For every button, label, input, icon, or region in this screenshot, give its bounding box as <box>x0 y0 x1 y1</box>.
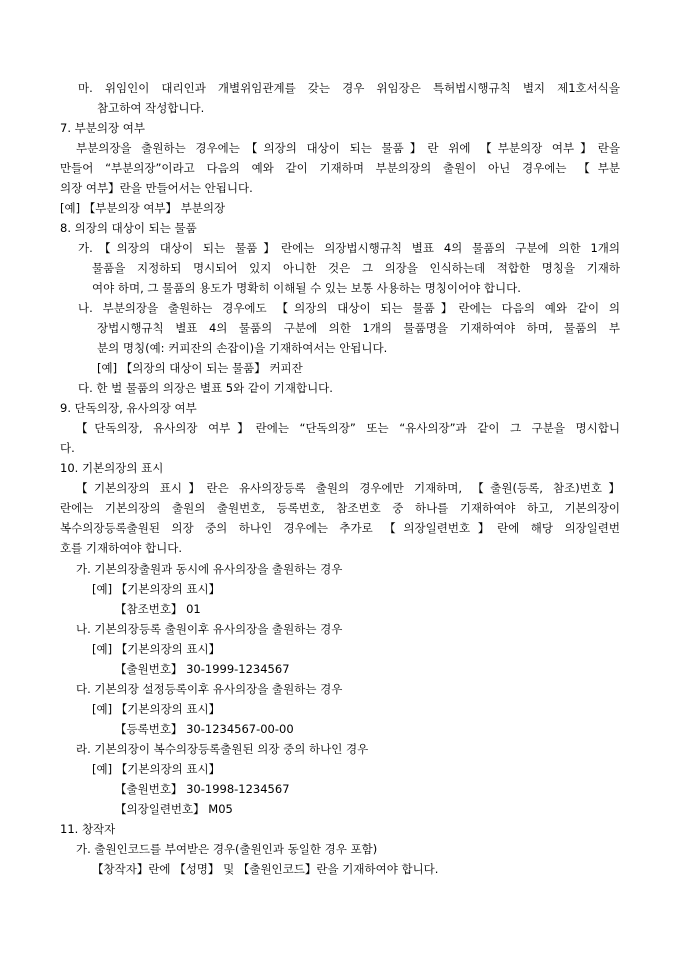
text-line: 가.【의장의 대상이 되는 물품】란에는 의장법시행규칙 별표 4의 물품의 구분에 의한 1개의 <box>78 241 620 255</box>
section-heading: 9. 단독의장, 유사의장 여부 <box>60 401 197 415</box>
example-line: [예] 【기본의장의 표시】 <box>92 642 221 656</box>
text-line: 가. 출원인코드를 부여받은 경우(출원인과 동일한 경우 포함) <box>76 842 378 856</box>
text-line: 의장 여부】란을 만들어서는 안됩니다. <box>60 181 253 195</box>
example-line: [예] 【기본의장의 표시】 <box>92 762 221 776</box>
text-line: 부분의장을 출원하는 경우에는【의장의 대상이 되는 물품】란 위에 【부분의장 여부】란을 <box>76 141 620 155</box>
text-line: 여야 하며, 그 물품의 용도가 명확히 이해될 수 있는 보통 사용하는 명칭이어야 합니다. <box>92 281 521 295</box>
text-line: 마. 위임인이 대리인과 개별위임관계를 갖는 경우 위임장은 특허법시행규칙 별지 제1호서식을 <box>78 81 620 95</box>
example-value: 【의장일련번호】 M05 <box>115 802 233 816</box>
section-heading: 11. 창작자 <box>60 822 116 836</box>
section-heading: 8. 의장의 대상이 되는 물품 <box>60 221 197 235</box>
section-heading: 10. 기본의장의 표시 <box>60 461 164 475</box>
text-line: 다. <box>60 441 75 455</box>
text-line: 【기본의장의 표시】란은 유사의장등록 출원의 경우에만 기재하며, 【출원(등록, 참조)번호】 <box>76 481 620 495</box>
example-line: [예] 【기본의장의 표시】 <box>92 702 221 716</box>
text-line: 라. 기본의장이 복수의장등록출원된 의장 중의 하나인 경우 <box>76 742 369 756</box>
text-line: 참고하여 작성합니다. <box>97 101 205 115</box>
example-line: [예] 【의장의 대상이 되는 물품】 커피잔 <box>97 361 303 375</box>
text-line: 나. 부분의장을 출원하는 경우에도 【의장의 대상이 되는 물품】란에는 다음의 예와 같이 의 <box>78 301 620 315</box>
text-line: 가. 기본의장출원과 동시에 유사의장을 출원하는 경우 <box>76 562 343 576</box>
text-line: 호를 기재하여야 합니다. <box>60 541 183 555</box>
text-line: 란에는 기본의장의 출원의 출원번호, 등록번호, 참조번호 중 하나를 기재하여야 하고, 기본의장이 <box>60 501 620 515</box>
text-line: 나. 기본의장등록 출원이후 유사의장을 출원하는 경우 <box>76 622 343 636</box>
text-line: 장법시행규칙 별표 4의 물품의 구분에 의한 1개의 물품명을 기재하여야 하며, 물품의 부 <box>97 321 620 335</box>
example-value: 【등록번호】 30-1234567-00-00 <box>115 722 294 736</box>
text-line: 분의 명칭(예: 커피잔의 손잡이)을 기재하여서는 안됩니다. <box>97 341 388 355</box>
text-line: 【단독의장, 유사의장 여부】란에는 “단독의장” 또는 “유사의장”과 같이 그 구분을 명시합니 <box>76 421 620 435</box>
text-line: 【창작자】란에 【성명】 및 【출원인코드】란을 기재하여야 합니다. <box>92 862 439 876</box>
text-line: 다. 한 벌 물품의 의장은 별표 5와 같이 기재합니다. <box>78 381 333 395</box>
example-line: [예] 【기본의장의 표시】 <box>92 582 221 596</box>
text-line: 복수의장등록출원된 의장 중의 하나인 경우에는 추가로 【의장일련번호】란에 해당 의장일련번 <box>60 521 620 535</box>
text-line: 다. 기본의장 설정등록이후 유사의장을 출원하는 경우 <box>76 682 343 696</box>
example-value: 【참조번호】 01 <box>115 602 201 616</box>
text-line: 만들어 “부분의장”이라고 다음의 예와 같이 기재하며 부분의장의 출원이 아닌 경우에는 【부분 <box>60 161 620 175</box>
example-value: 【출원번호】 30-1998-1234567 <box>115 782 290 796</box>
example-line: [예] 【부분의장 여부】 부분의장 <box>60 201 226 215</box>
section-heading: 7. 부분의장 여부 <box>60 121 145 135</box>
example-value: 【출원번호】 30-1999-1234567 <box>115 662 290 676</box>
text-line: 물품을 지정하되 명시되어 있지 아니한 것은 그 의장을 인식하는데 적합한 명칭을 기재하 <box>92 261 620 275</box>
